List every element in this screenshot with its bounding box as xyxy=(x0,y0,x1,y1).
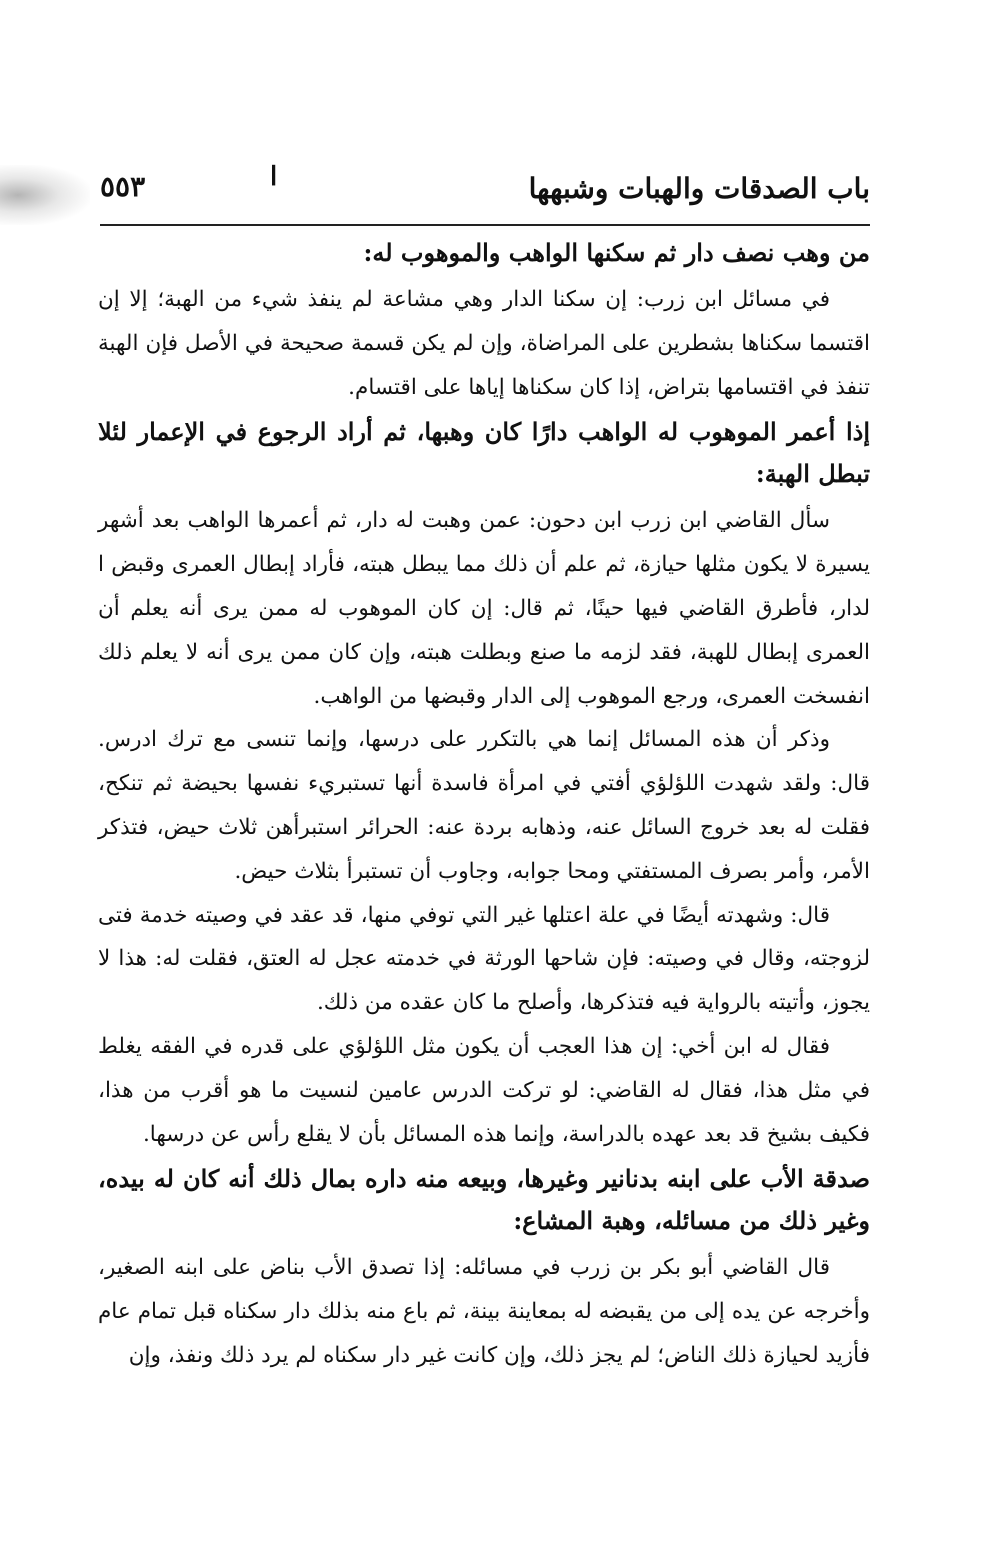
section xyxy=(98,1158,870,1377)
section-heading: صدقة الأب على ابنه بدنانير وغيرها، وبيعه منه داره بمال ذلك أنه كان له بيده، وغير ذلك من مسائله، وهبة المشاع: xyxy=(98,1164,871,1236)
paragraph: سأل القاضي ابن زرب ابن دحون: عمن وهبت له دار، ثم أعمرها الواهب بعد أشهر يسيرة لا يكون مثلها حيازة، ثم علم أن ذلك مما يبطل هبته، فأراد إبطال العمرى وقبض ا لدار، فأطرق القاضي فيها حينًا، ثم قال: إن كان الموهوب له ممن يرى أنه يعلم أن العمرى إبطال للهبة، فقد لزمه ما صنع وبطلت هبته، وإن كان ممن يرى أنه لا يعلم ذلك انفسخت العمرى، ورجع الموهوب إلى الدار وقبضها من الواهب. xyxy=(98,508,870,709)
page-header xyxy=(100,162,870,218)
margin-mark: ا xyxy=(270,162,278,192)
paragraph: وذكر أن هذه المسائل إنما هي بالتكرر على درسها، وإنما تنسى مع ترك ادرس. قال: ولقد شهدت اللؤلؤي أفتي في امرأة فاسدة أنها تستبريء نفسها بحيضة ثم تنكح، فقلت له بعد خروج السائل عنه، وذهابه بردة عنه: الحرائر استبرأهن ثلاث حيض، فتذكر الأمر، وأمر بصرف المستفتي ومحا جوابه، وجاوب أن تستبرأ بثلاث حيض. xyxy=(98,727,870,884)
paragraph: فقال له ابن أخي: إن هذا العجب أن يكون مثل اللؤلؤي على قدره في الفقه يغلط في مثل هذا، فقال له القاضي: لو تركت الدرس عامين لنسيت ما هو أقرب من هذا، فكيف بشيخ قد بعد عهده بالدراسة، وإنما هذه المسائل بأن لا يقلع رأس عن درسها. xyxy=(98,1033,870,1147)
paragraph: قال القاضي أبو بكر بن زرب في مسائله: إذا تصدق الأب بناض على ابنه الصغير، وأخرجه عن يده إلى من يقبضه له بمعاينة بينة، ثم باع منه بذلك دار سكناه قبل تمام عام فأزيد لحيازة ذلك الناض؛ لم يجز ذلك، وإن كانت غير دار سكناه لم يرد ذلك ونفذ، وإن xyxy=(98,1255,870,1368)
scan-smudge xyxy=(0,165,90,225)
running-title: باب الصدقات والهبات وشبهها xyxy=(528,172,870,205)
page-body xyxy=(98,232,870,1378)
section xyxy=(98,411,870,1156)
paragraph: قال: وشهدته أيضًا في علة اعتلها غير التي توفي منها، قد عقد في وصيته خدمة فتى لزوجته، وقال في وصيته: فإن شاحها الورثة في خدمته عجل له العتق، فقلت له: هذا لا يجوز، وأتيته بالرواية فيه فتذكرها، وأصلح ما كان عقده من ذلك. xyxy=(98,902,870,1016)
section-heading: من وهب نصف دار ثم سكنها الواهب والموهوب له: xyxy=(363,238,870,267)
section xyxy=(98,232,870,409)
section-heading: إذا أعمر الموهوب له الواهب دارًا كان وهبها، ثم أراد الرجوع في الإعمار لئلا تبطل الهبة: xyxy=(98,417,870,489)
header-rule xyxy=(100,224,870,226)
paragraph: في مسائل ابن زرب: إن سكنا الدار وهي مشاعة لم ينفذ شيء من الهبة؛ إلا إن اقتسما سكناها بشطرين على المراضاة، وإن لم يكن قسمة صحيحة في الأصل فإن الهبة تنفذ في اقتسامها بتراض، إذا كان سكناها إياها على اقتسام. xyxy=(98,287,870,400)
page-number: ٥٥٣ xyxy=(100,170,146,203)
